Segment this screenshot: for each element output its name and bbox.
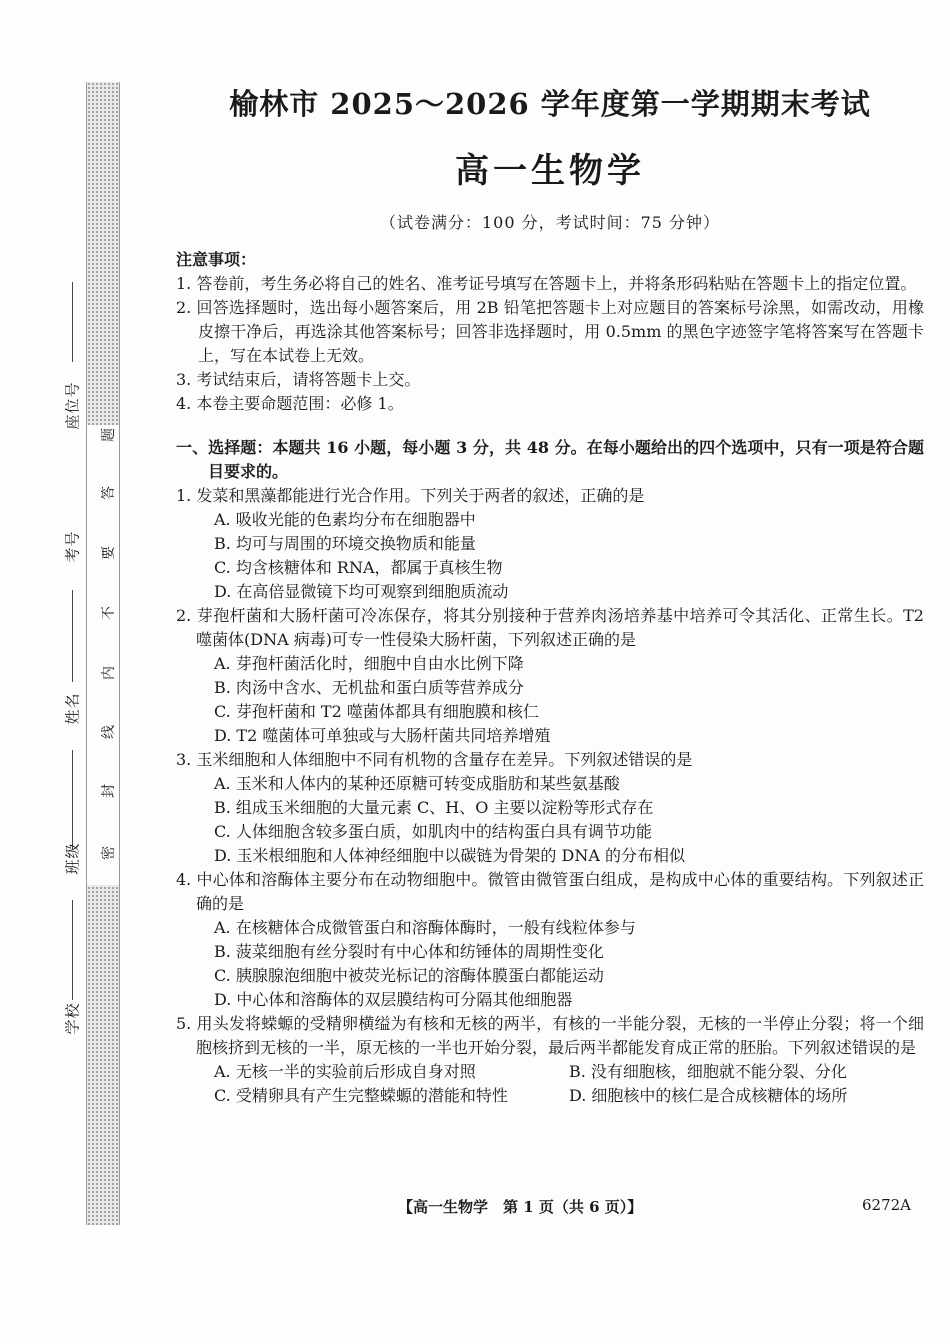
option-d: D. T2 噬菌体可单独或与大肠杆菌共同培养增殖: [214, 726, 551, 745]
exam-title: 榆林市 2025～2026 学年度第一学期期末考试: [229, 87, 871, 121]
option-d: D. 中心体和溶酶体的双层膜结构可分隔其他细胞器: [214, 990, 573, 1009]
binding-margin: [0, 0, 90, 1344]
option-d: D. 玉米根细胞和人体神经细胞中以碳链为骨架的 DNA 的分布相似: [214, 846, 685, 865]
option-c: C. 芽孢杆菌和 T2 噬菌体都具有细胞膜和核仁: [214, 702, 539, 721]
option-b: B. 组成玉米细胞的大量元素 C、H、O 主要以淀粉等形式存在: [214, 798, 654, 817]
option-b: B. 没有细胞核，细胞就不能分裂、分化: [569, 1062, 847, 1081]
option-c: C. 均含核糖体和 RNA，都属于真核生物: [214, 558, 503, 577]
question-stem: 5. 用头发将蝾螈的受精卵横缢为有核和无核的两半，有核的一半能分裂，无核的一半停止分裂；将一个细胞核挤到无核的一半，原无核的一半也开始分裂，最后两半都能发育成正常的胚胎。下列叙述错误的是: [176, 1014, 924, 1057]
exam-info: （试卷满分：100 分，考试时间：75 分钟）: [379, 213, 721, 232]
question-5: [176, 1012, 924, 1108]
question-2: [176, 604, 924, 748]
seat-number-label: 座位号: [63, 381, 82, 430]
option-b: B. 肉汤中含水、无机盐和蛋白质等营养成分: [214, 678, 524, 697]
option-row: [176, 1084, 924, 1108]
question-stem: 1. 发菜和黑藻都能进行光合作用。下列关于两者的叙述，正确的是: [176, 486, 645, 505]
page-footer: 【高一生物学 第 1 页（共 6 页）】: [398, 1198, 643, 1216]
option-a: A. 在核糖体合成微管蛋白和溶酶体酶时，一般有线粒体参与: [214, 918, 636, 937]
option-d: D. 细胞核中的核仁是合成核糖体的场所: [569, 1086, 848, 1105]
question-stem: 4. 中心体和溶酶体主要分布在动物细胞中。微管由微管蛋白组成，是构成中心体的重要结构。下列叙述正确的是: [176, 870, 924, 913]
question-3: [176, 748, 924, 868]
divider-line: [72, 282, 73, 362]
option-c: C. 人体细胞含较多蛋白质，如肌肉中的结构蛋白具有调节功能: [214, 822, 652, 841]
paper-code: 6272A: [862, 1196, 912, 1214]
question-4: [176, 868, 924, 1012]
notice-item: 2. 回答选择题时，选出每小题答案后，用 2B 铅笔把答题卡上对应题目的答案标号涂黑，如需改动，用橡皮擦干净后，再选涂其他答案标号；回答非选择题时，用 0.5mm 的黑色字迹签字笔将答案写在答题卡上，写在本试卷上无效。: [176, 298, 924, 365]
notice-item: 1. 答卷前，考生务必将自己的姓名、准考证号填写在答题卡上，并将条形码粘贴在答题卡上的指定位置。: [176, 274, 917, 293]
question-stem: 2. 芽孢杆菌和大肠杆菌可冷冻保存，将其分别接种于营养肉汤培养基中培养可令其活化、正常生长。T2 噬菌体(DNA 病毒)可专一性侵染大肠杆菌，下列叙述正确的是: [176, 606, 924, 649]
notice-item: 3. 考试结束后，请将答题卡上交。: [176, 370, 421, 389]
subject-title: 高一生物学: [455, 151, 645, 191]
option-b: B. 均可与周围的环境交换物质和能量: [214, 534, 476, 553]
option-c: C. 受精卵具有产生完整蝾螈的潜能和特性: [214, 1086, 508, 1105]
option-b: B. 菠菜细胞有丝分裂时有中心体和纺锤体的周期性变化: [214, 942, 604, 961]
option-c: C. 胰腺腺泡细胞中被荧光标记的溶酶体膜蛋白都能运动: [214, 966, 604, 985]
divider-line: [72, 590, 73, 682]
name-label: 姓名: [63, 692, 82, 725]
option-a: A. 无核一半的实验前后形成自身对照: [214, 1062, 476, 1081]
exam-number-label: 考号: [63, 530, 82, 563]
section-heading: 一、选择题：本题共 16 小题，每小题 3 分，共 48 分。在每小题给出的四个选项中，只有一项是符合题目要求的。: [176, 438, 924, 481]
notice-heading: 注意事项：: [176, 250, 257, 269]
class-label: 班级: [63, 842, 82, 875]
school-label: 学校: [63, 1002, 82, 1035]
seal-warning: 密 封 线 内 不 要 答 题: [101, 428, 117, 860]
option-a: A. 吸收光能的色素均分布在细胞器中: [214, 510, 476, 529]
notice-item: 4. 本卷主要命题范围：必修 1。: [176, 394, 404, 413]
option-a: A. 芽孢杆菌活化时，细胞中自由水比例下降: [214, 654, 524, 673]
option-row: [176, 1060, 924, 1084]
divider-line: [72, 900, 73, 1000]
option-d: D. 在高倍显微镜下均可观察到细胞质流动: [214, 582, 509, 601]
question-1: [176, 484, 924, 604]
exam-content: [176, 248, 924, 1108]
question-stem: 3. 玉米细胞和人体细胞中不同有机物的含量存在差异。下列叙述错误的是: [176, 750, 693, 769]
option-a: A. 玉米和人体内的某种还原糖可转变成脂肪和某些氨基酸: [214, 774, 620, 793]
